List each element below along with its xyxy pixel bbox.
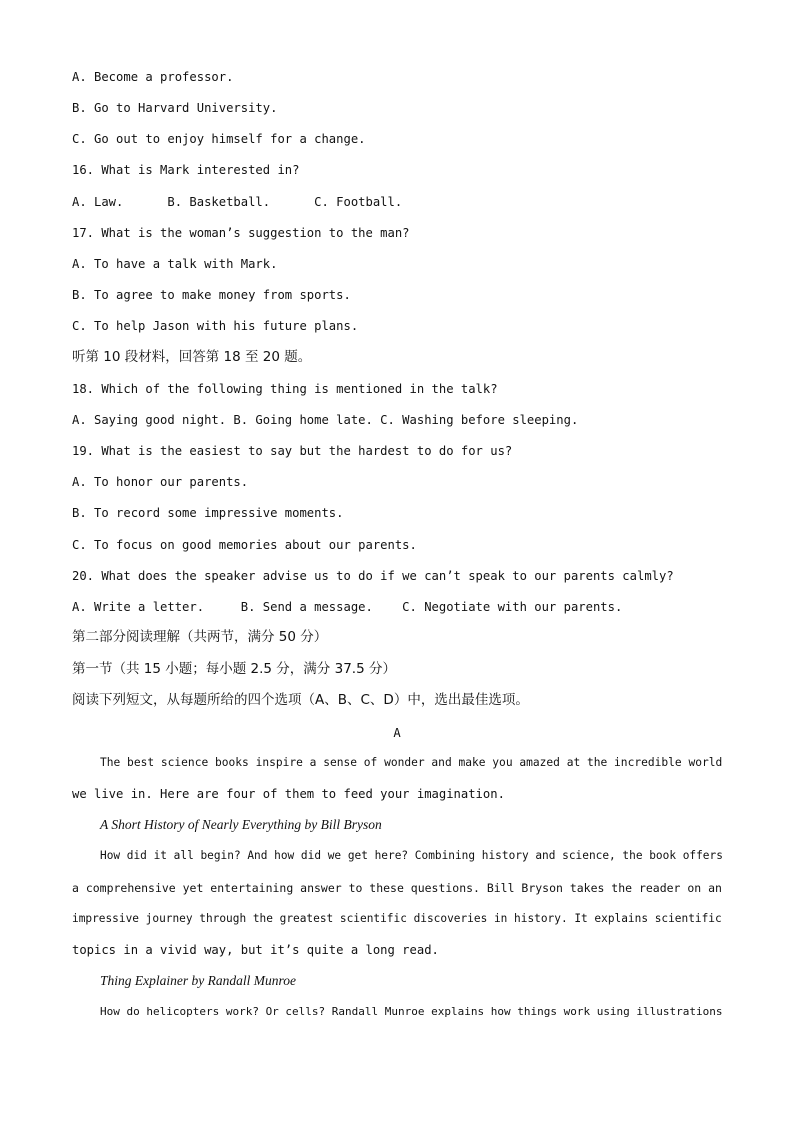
q18-stem: 18. Which of the following thing is mentioned in the talk? [72,382,498,396]
section1-header: 第一节（共 15 小题；每小题 2.5 分，满分 37.5 分） [72,661,396,677]
book1-line-4: topics in a vivid way, but it’s quite a long read. [72,943,439,957]
q19-stem: 19. What is the easiest to say but the hardest to do for us? [72,444,513,458]
book1-title: A Short History of Nearly Everything by Bill Bryson [100,817,382,832]
book2-title: Thing Explainer by Randall Munroe [100,973,296,988]
book1-line-3: impressive journey through the greatest scientific discoveries in history. It explains scientific [72,912,722,925]
passage-label: A [393,726,401,740]
book1-line-2: a comprehensive yet entertaining answer to these questions. Bill Bryson takes the reader on an [72,881,722,895]
q19-option-a: A. To honor our parents. [72,475,249,489]
q17-option-a: A. To have a talk with Mark. [72,257,278,271]
q15-option-b: B. Go to Harvard University. [72,101,278,115]
q19-option-c: C. To focus on good memories about our parents. [72,538,417,552]
q15-option-a: A. Become a professor. [72,70,234,84]
q19-option-b: B. To record some impressive moments. [72,506,344,520]
q20-stem: 20. What does the speaker advise us to do if we can’t speak to our parents calmly? [72,569,674,583]
part2-header: 第二部分阅读理解（共两节，满分 50 分） [72,629,328,645]
q17-option-c: C. To help Jason with his future plans. [72,319,359,333]
q16-stem: 16. What is Mark interested in? [72,163,300,177]
q15-option-c: C. Go out to enjoy himself for a change. [72,132,366,146]
q20-options: A. Write a letter. B. Send a message. C. Negotiate with our parents. [72,600,623,614]
q17-stem: 17. What is the woman’s suggestion to the man? [72,226,410,240]
q17-option-b: B. To agree to make money from sports. [72,288,351,302]
q16-options: A. Law. B. Basketball. C. Football. [72,195,403,209]
section10-header: 听第 10 段材料，回答第 18 至 20 题。 [72,349,312,365]
book2-line-1: How do helicopters work? Or cells? Randall Munroe explains how things work using illustrations [100,1005,723,1018]
passage-intro-line-2: we live in. Here are four of them to feed your imagination. [72,787,505,801]
passage-intro-line-1: The best science books inspire a sense of wonder and make you amazed at the incredible world [100,756,723,769]
q18-options: A. Saying good night. B. Going home late. C. Washing before sleeping. [72,413,579,427]
book1-line-1: How did it all begin? And how did we get here? Combining history and science, the book offers [100,849,723,862]
instructions: 阅读下列短文，从每题所给的四个选项（A、B、C、D）中，选出最佳选项。 [72,692,529,708]
